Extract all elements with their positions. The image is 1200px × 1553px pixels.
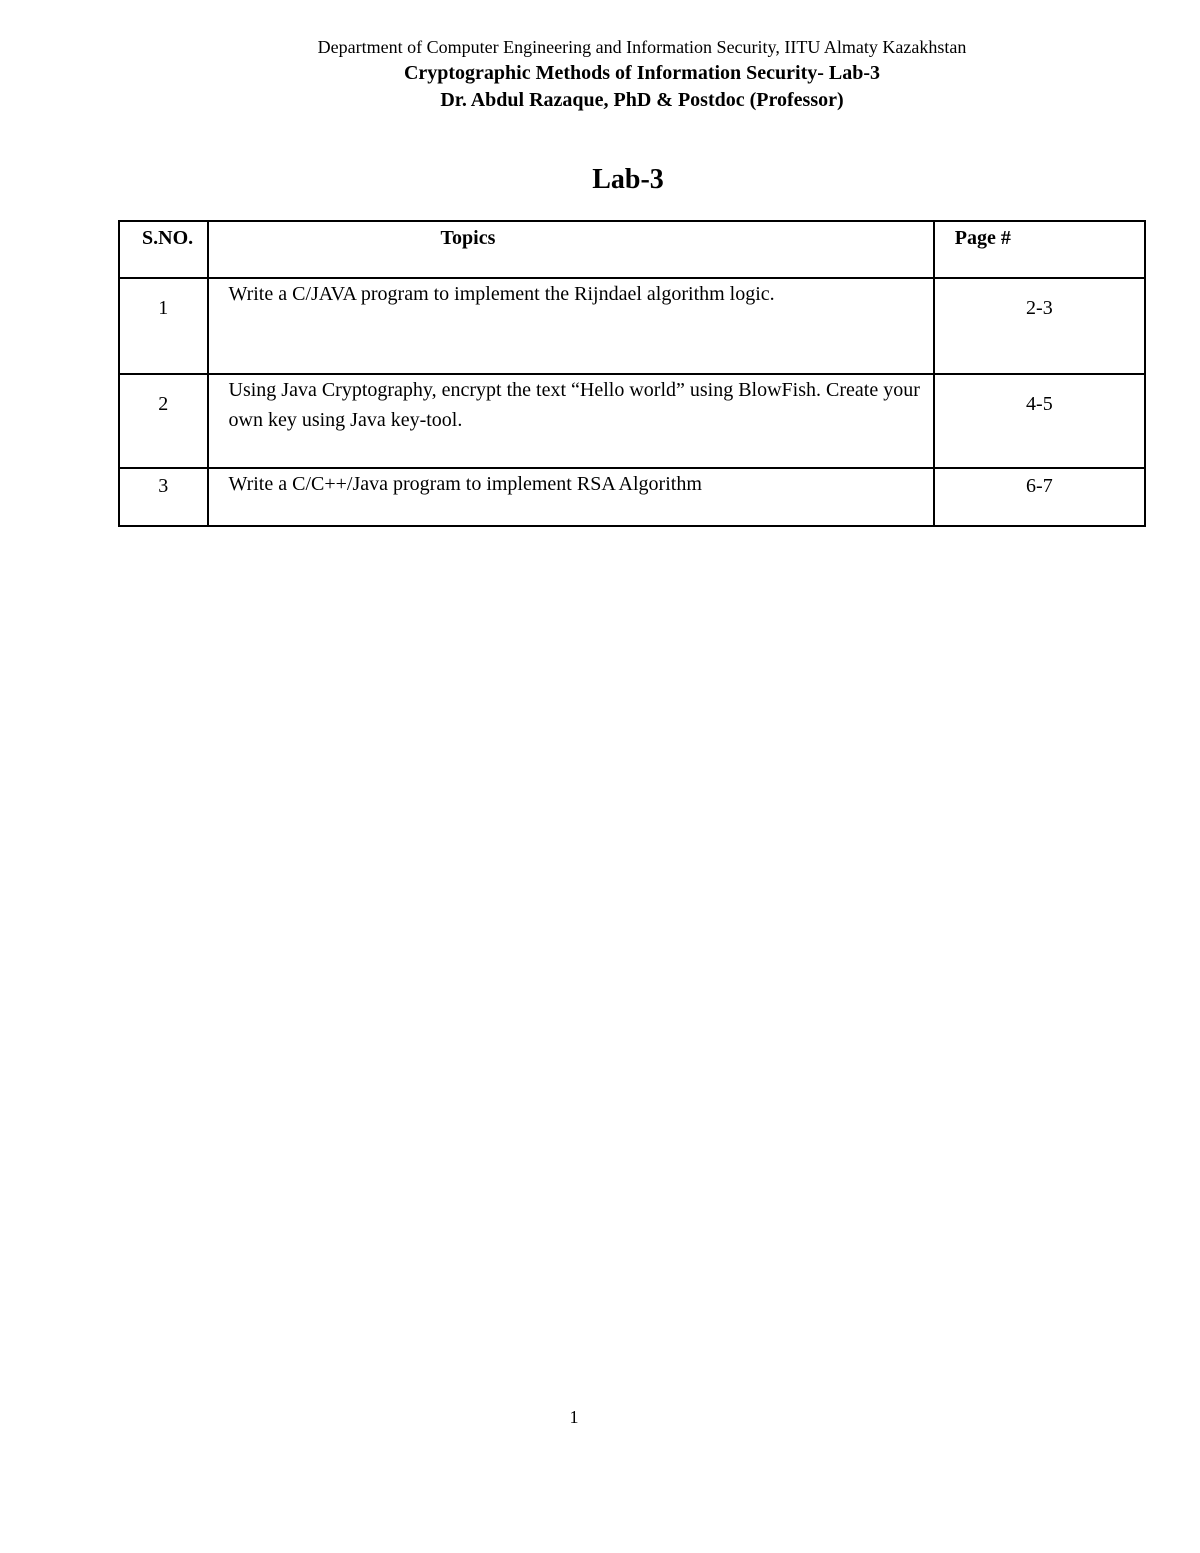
column-header-sno: S.NO. [119,221,208,278]
table-row [119,374,1145,468]
row-page: 4-5 [934,374,1145,468]
topics-table [118,220,1146,527]
row-sno: 3 [119,468,208,526]
page-title: Lab-3 [592,164,664,195]
row-page: 2-3 [934,278,1145,374]
department-line: Department of Computer Engineering and Information Security, IITU Almaty Kazakhstan [317,37,967,57]
course-title: Cryptographic Methods of Information Security- Lab-3 [403,62,881,84]
column-header-topics: Topics [208,221,934,278]
page-number: 1 [569,1407,579,1427]
table-header-row [119,221,1145,278]
row-topic: Write a C/C++/Java program to implement RSA Algorithm [208,468,934,526]
document-header [0,34,1200,114]
row-topic: Using Java Cryptography, encrypt the text “Hello world” using BlowFish. Create your own key using Java key-tool. [208,374,934,468]
row-page: 6-7 [934,468,1145,526]
table-row [119,468,1145,526]
column-header-page: Page # [934,221,1145,278]
author-line: Dr. Abdul Razaque, PhD & Postdoc (Professor) [440,89,844,111]
table-row [119,278,1145,374]
row-topic: Write a C/JAVA program to implement the Rijndael algorithm logic. [208,278,934,374]
row-sno: 2 [119,374,208,468]
row-sno: 1 [119,278,208,374]
